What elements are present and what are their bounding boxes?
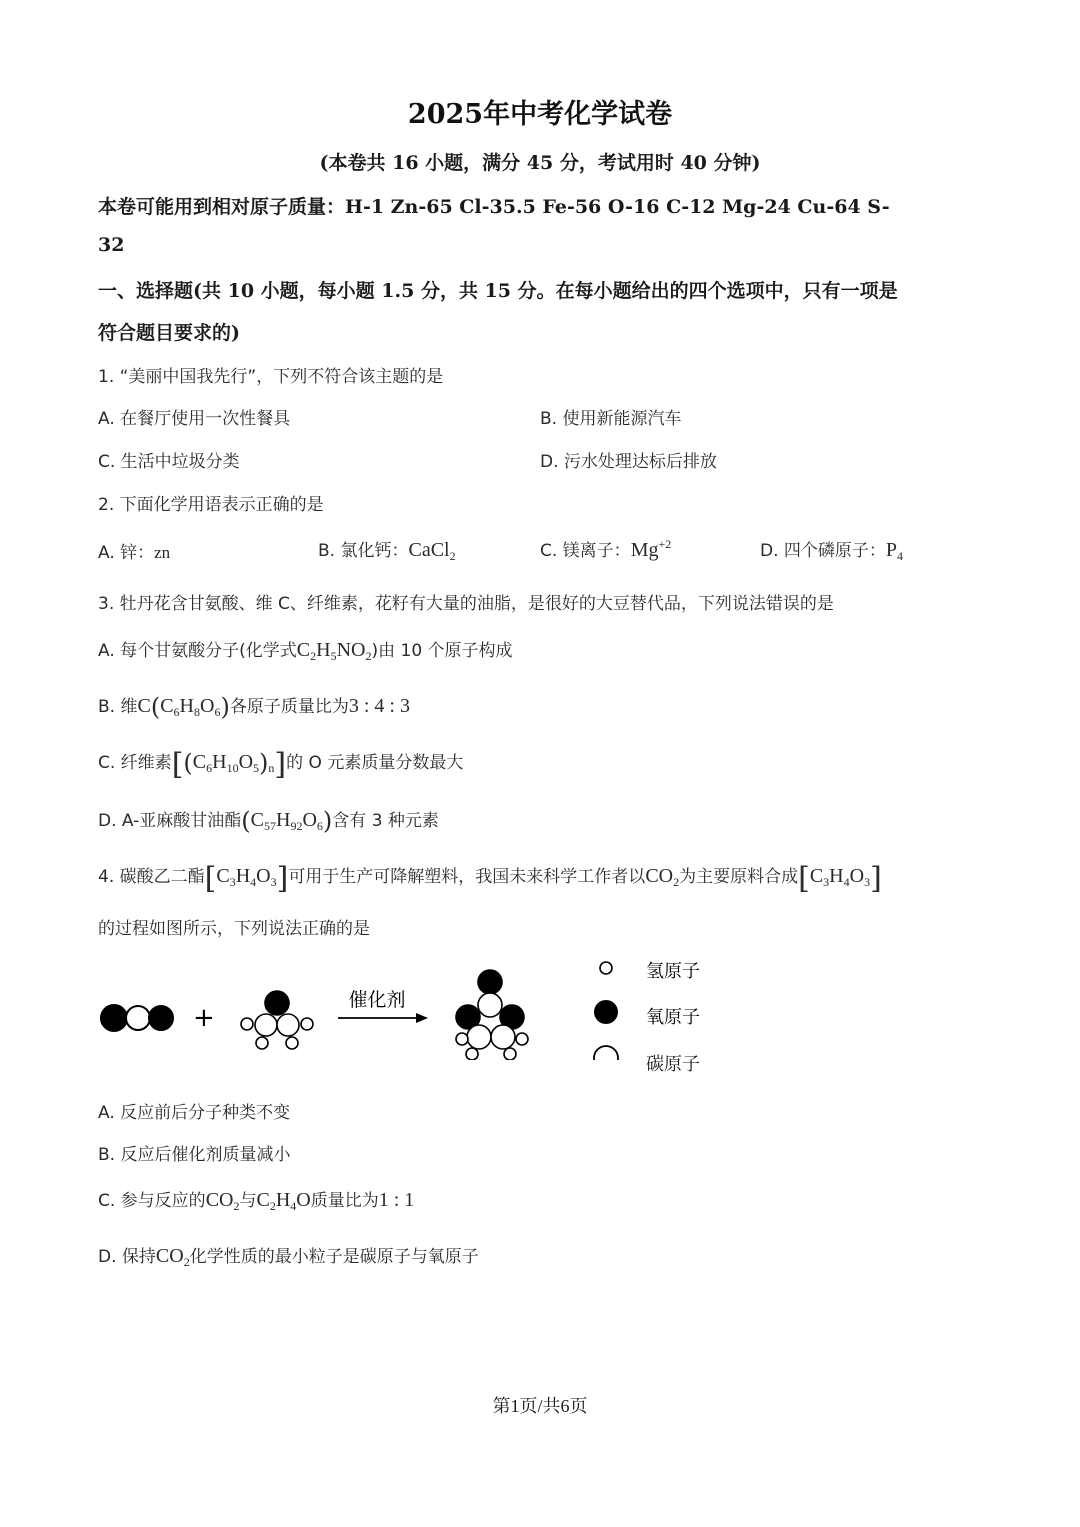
legend-carbon: 碳原子 — [646, 1054, 700, 1075]
plus-sign: + — [193, 1003, 215, 1033]
q3-b-post: 各原子质量比为 — [229, 697, 349, 717]
q2-option-b-label: B. 氯化钙： — [318, 541, 409, 561]
q4-option-c — [98, 1186, 414, 1212]
q1-stem: 1. “美丽中国我先行”，下列不符合该主题的是 — [98, 367, 444, 387]
p4-formula: $P_4$ — [885, 539, 904, 563]
q3-stem: 3. 牡丹花含甘氨酸、维 C、纤维素，花籽有大量的油脂，是很好的大豆替代品，下列说法错误的是 — [98, 594, 834, 614]
co2-formula-c: $CO_2$ — [205, 1189, 240, 1213]
q2-option-c-label: C. 镁离子： — [540, 541, 631, 561]
q1-option-c: C. 生活中垃圾分类 — [98, 452, 240, 472]
reaction-diagram — [90, 950, 730, 1060]
q4-stem-line2: 的过程如图所示，下列说法正确的是 — [98, 919, 370, 939]
q4-stem-line1 — [98, 862, 882, 894]
page-number: 第1页/共6页 — [492, 1396, 588, 1416]
mg-ion-formula: $Mg^{+2}$ — [630, 537, 672, 561]
atomic-masses-line1: 本卷可能用到相对原子质量：H-1 Zn-65 Cl-35.5 Fe-56 O-16 C-12 Mg-24 Cu-64 S- — [98, 196, 890, 218]
q3-option-d — [98, 806, 439, 833]
q4-c-post: 质量比为 — [310, 1191, 379, 1211]
ethylene-carbonate-formula-2: $[C_3H_4O_3]$ — [798, 861, 882, 896]
reaction-arrow — [338, 1013, 428, 1023]
hydrogen-atom-icon — [600, 962, 612, 974]
q4-option-b: B. 反应后催化剂质量减小 — [98, 1145, 291, 1165]
page-title: 2025年中考化学试卷 — [407, 99, 673, 130]
q1-option-d: D. 污水处理达标后排放 — [540, 452, 717, 472]
q3-c-pre: C. 纤维素 — [98, 753, 172, 773]
reactant-molecule — [241, 991, 313, 1049]
q3-option-c — [98, 748, 463, 780]
section1-heading-line1: 一、选择题(共 10 小题，每小题 1.5 分，共 15 分。在每小题给出的四个选项中，只有一项是 — [98, 280, 898, 302]
q4-option-d — [98, 1242, 479, 1268]
q2-option-c — [540, 536, 671, 562]
q3-option-a: A. 每个甘氨酸分子(化学式$C_2H_5NO_2$)由 10 个原子构成 — [98, 639, 513, 663]
q3-b-pre: B. 维 — [98, 697, 138, 717]
q3-d-pre: D. A-亚麻酸甘油酯 — [98, 811, 242, 831]
glycine-formula: $C_2H_5NO_2$ — [296, 639, 372, 663]
cellulose-formula: $[(C_6H_{10}O_5)_n]$ — [171, 747, 287, 782]
q2-option-b — [318, 536, 456, 562]
q4-d-pre: D. 保持 — [98, 1247, 156, 1267]
atomic-masses-line2: 32 — [98, 234, 125, 256]
q1-option-b: B. 使用新能源汽车 — [540, 409, 682, 429]
co2-formula: $CO_2$ — [645, 865, 680, 889]
vitamin-c-formula: $C(C_6H_8O_6)$ — [137, 693, 230, 721]
legend — [594, 961, 700, 1060]
q4-stem-mid: 可用于生产可降解塑料，我国未来科学工作者以 — [288, 867, 646, 887]
ethylene-carbonate-formula: $[C_3H_4O_3]$ — [204, 861, 289, 896]
q2-option-a-label: A. 锌： — [98, 543, 155, 563]
co2-molecule — [101, 1005, 173, 1031]
q2-stem: 2. 下面化学用语表示正确的是 — [98, 495, 324, 515]
q3-d-post: 含有 3 种元素 — [332, 811, 439, 831]
legend-oxygen: 氧原子 — [646, 1007, 700, 1028]
c2h4o-formula: $C_2H_4O$ — [256, 1189, 311, 1213]
q2-option-a — [98, 538, 170, 563]
q4-d-post: 化学性质的最小粒子是碳原子与氧原子 — [189, 1247, 479, 1267]
exam-info: (本卷共 16 小题，满分 45 分，考试用时 40 分钟) — [319, 152, 761, 174]
q4-c-mid: 与 — [239, 1191, 257, 1211]
section1-heading-line2: 符合题目要求的) — [98, 322, 240, 344]
q2-option-d-label: D. 四个磷原子： — [760, 541, 886, 561]
q3-a-pre: A. 每个甘氨酸分子(化学式 — [98, 641, 297, 661]
catalyst-label: 催化剂 — [348, 989, 406, 1011]
q2-option-d — [760, 536, 903, 562]
q1-option-a: A. 在餐厅使用一次性餐具 — [98, 409, 291, 429]
q3-c-post: 的 O 元素质量分数最大 — [286, 753, 464, 773]
q4-c-ratio: 1 : 1 — [378, 1189, 415, 1211]
q4-stem-mid2: 为主要原料合成 — [679, 867, 799, 887]
carbon-atom-icon — [594, 1046, 618, 1060]
q3-a-post: 由 10 个原子构成 — [378, 641, 513, 661]
oxygen-atom-icon — [594, 1000, 618, 1024]
q4-stem-pre: 4. 碳酸乙二酯 — [98, 867, 205, 887]
q3-option-b — [98, 692, 410, 719]
q4-option-a: A. 反应前后分子种类不变 — [98, 1103, 291, 1123]
legend-hydrogen: 氢原子 — [646, 961, 700, 982]
product-molecule — [456, 970, 528, 1060]
q2-option-a-value: zn — [154, 543, 171, 562]
q3-b-ratio: 3 : 4 : 3 — [348, 695, 410, 717]
linolenate-formula: $(C_{57}H_{92}O_6)$ — [241, 807, 333, 835]
cacl2-formula: CaCl$_2$ — [408, 539, 456, 563]
co2-formula-d: $CO_2$ — [155, 1245, 190, 1269]
q4-c-pre: C. 参与反应的 — [98, 1191, 206, 1211]
